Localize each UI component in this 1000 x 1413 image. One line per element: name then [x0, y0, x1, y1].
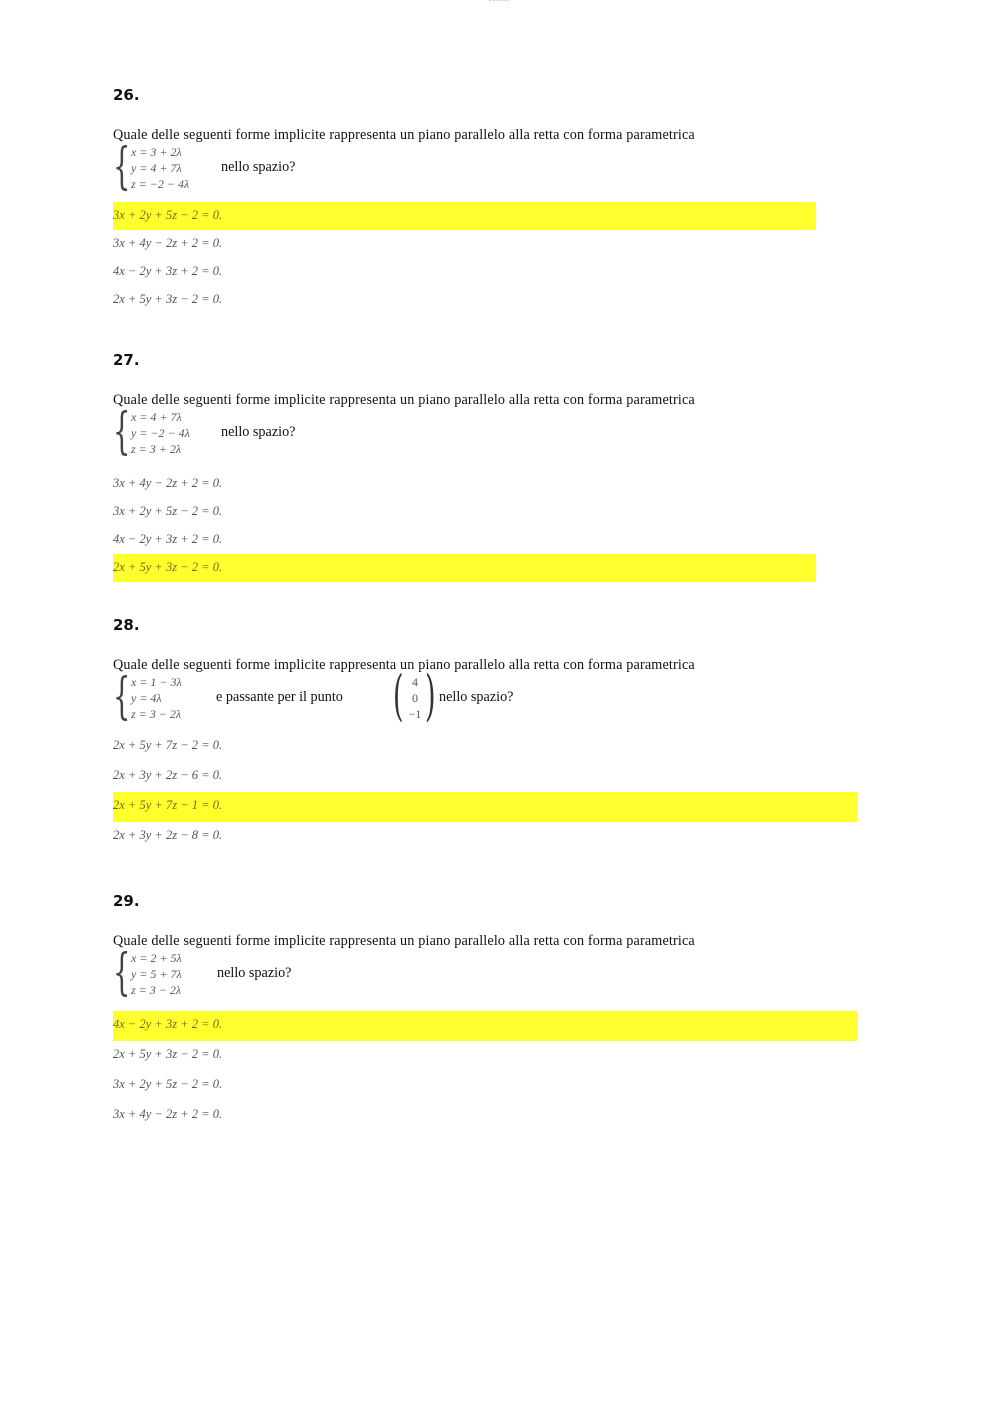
left-paren-icon: (: [393, 664, 404, 727]
answer-option-correct[interactable]: 4x − 2y + 3z + 2 = 0.: [113, 1011, 857, 1041]
brace-icon: {: [113, 943, 131, 1001]
equation-z: z = 3 − 2λ: [131, 707, 182, 721]
question-tail: nello spazio?: [221, 159, 296, 175]
answer-option[interactable]: 4x − 2y + 3z + 2 = 0.: [113, 532, 223, 546]
options-list: [113, 470, 816, 582]
options-list: [113, 1011, 857, 1131]
equation-z: z = −2 − 4λ: [131, 177, 190, 191]
equation-x: x = 2 + 5λ: [131, 951, 182, 965]
point-y: 0: [412, 691, 418, 705]
point-x: 4: [412, 675, 418, 689]
answer-option-correct[interactable]: 2x + 5y + 3z − 2 = 0.: [113, 554, 816, 582]
equation-z: z = 3 + 2λ: [131, 442, 182, 456]
answer-option[interactable]: 3x + 4y − 2z + 2 = 0.: [113, 236, 223, 250]
answer-option[interactable]: 2x + 3y + 2z − 6 = 0.: [113, 768, 223, 782]
question-27: [113, 351, 816, 582]
equation-y: y = 4 + 7λ: [131, 161, 182, 175]
question-number: 26.: [113, 86, 140, 104]
question-28: [113, 616, 857, 852]
right-paren-icon: ): [425, 664, 436, 727]
parametric-system: [113, 943, 857, 1001]
equation-x: x = 1 − 3λ: [131, 675, 182, 689]
brace-icon: {: [113, 402, 131, 460]
answer-option[interactable]: 3x + 2y + 5z − 2 = 0.: [113, 504, 223, 518]
question-26: [113, 86, 816, 314]
answer-option[interactable]: 2x + 5y + 3z − 2 = 0.: [113, 292, 223, 306]
question-stem: Quale delle seguenti forme implicite rappresenta un piano parallelo alla retta con forma parametrica: [113, 933, 695, 949]
options-list: [113, 202, 816, 314]
answer-option[interactable]: 3x + 4y − 2z + 2 = 0.: [113, 476, 223, 490]
question-stem: Quale delle seguenti forme implicite rappresenta un piano parallelo alla retta con forma parametrica: [113, 392, 695, 408]
point-values: [404, 674, 426, 722]
question-tail-point: e passante per il punto: [216, 689, 343, 705]
question-tail: nello spazio?: [221, 424, 296, 440]
equation-z: z = 3 − 2λ: [131, 983, 182, 997]
equations: [131, 409, 190, 457]
answer-option[interactable]: 4x − 2y + 3z + 2 = 0.: [113, 264, 223, 278]
answer-option[interactable]: 3x + 2y + 5z − 2 = 0.: [113, 1077, 223, 1091]
answer-option[interactable]: 2x + 3y + 2z − 8 = 0.: [113, 828, 223, 842]
question-number: 29.: [113, 892, 140, 910]
question-tail: nello spazio?: [439, 689, 514, 705]
equation-x: x = 3 + 2λ: [131, 145, 182, 159]
brace-icon: {: [113, 137, 131, 195]
answer-option-correct[interactable]: 2x + 5y + 7z − 1 = 0.: [113, 792, 857, 822]
equations: [131, 674, 182, 722]
parametric-system: [113, 137, 816, 195]
question-stem: Quale delle seguenti forme implicite rappresenta un piano parallelo alla retta con forma parametrica: [113, 657, 695, 673]
question-number: 27.: [113, 351, 140, 369]
point-z: −1: [408, 707, 422, 721]
page-header-mark: [489, 0, 509, 4]
equation-y: y = 5 + 7λ: [131, 967, 182, 981]
equations: [131, 950, 182, 998]
answer-option[interactable]: 2x + 5y + 7z − 2 = 0.: [113, 738, 223, 752]
options-list: [113, 732, 857, 852]
question-tail: nello spazio?: [217, 965, 292, 981]
equations: [131, 144, 189, 192]
question-number: 28.: [113, 616, 140, 634]
brace-icon: {: [113, 667, 131, 725]
parametric-system: [113, 402, 816, 460]
equation-y: y = −2 − 4λ: [131, 426, 190, 440]
answer-option[interactable]: 2x + 5y + 3z − 2 = 0.: [113, 1047, 223, 1061]
equation-x: x = 4 + 7λ: [131, 410, 182, 424]
question-29: [113, 892, 857, 1131]
equation-y: y = 4λ: [131, 691, 162, 705]
question-stem: Quale delle seguenti forme implicite rappresenta un piano parallelo alla retta con forma parametrica: [113, 127, 695, 143]
answer-option-correct[interactable]: 3x + 2y + 5z − 2 = 0.: [113, 202, 816, 230]
point-vector: [393, 664, 439, 727]
answer-option[interactable]: 3x + 4y − 2z + 2 = 0.: [113, 1107, 223, 1121]
